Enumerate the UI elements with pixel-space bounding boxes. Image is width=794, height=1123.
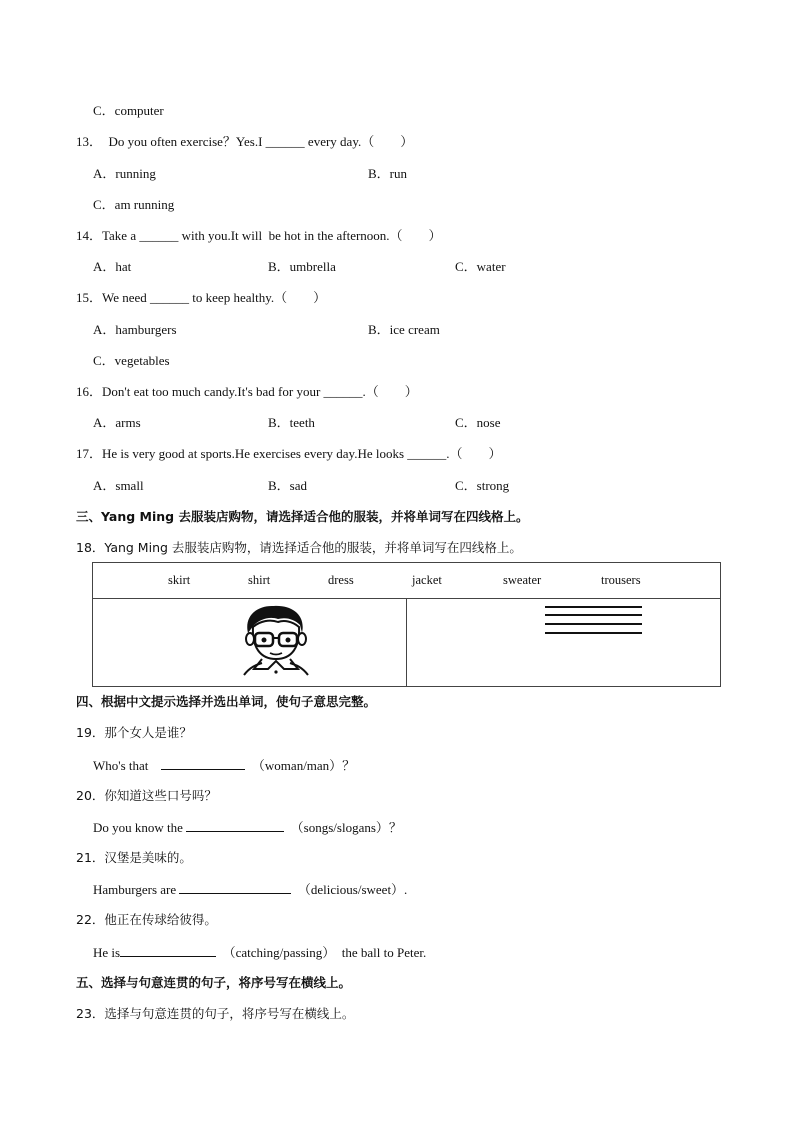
q21-sentence: [93, 881, 407, 898]
q21-chinese: 21．汉堡是美味的。: [76, 850, 192, 865]
q21-text: Hamburgers are: [93, 882, 177, 897]
section-5-title: 五、选择与句意连贯的句子，将序号写在横线上。: [76, 975, 352, 990]
q12-option-c: C．computer: [93, 103, 164, 118]
q20-options: （songs/slogans）？: [290, 820, 402, 835]
q22-sentence: [93, 944, 426, 961]
word-skirt: skirt: [168, 573, 191, 587]
word-dress: dress: [328, 573, 354, 587]
q22-options: （catching/passing） the ball to Peter.: [222, 945, 427, 960]
q22-chinese: 22．他正在传球给彼得。: [76, 912, 217, 927]
q21-blank[interactable]: [179, 881, 291, 894]
q15-option-c: C．vegetables: [93, 353, 170, 368]
four-line-grid-line-2: [545, 614, 642, 616]
q15-option-a: A．hamburgers: [93, 322, 177, 337]
q19-options: （woman/man）？: [251, 758, 356, 773]
four-line-grid-line-3: [545, 623, 642, 625]
q21-options: （delicious/sweet）.: [297, 882, 408, 897]
q13-option-a: A．running: [93, 166, 156, 181]
q16-option-c: C．nose: [455, 415, 501, 430]
word-jacket: jacket: [412, 573, 442, 587]
q13-option-b: B．run: [368, 166, 408, 181]
q14-option-c: C．water: [455, 259, 506, 274]
q19-chinese: 19．那个女人是谁？: [76, 725, 192, 740]
q17-option-b: B．sad: [268, 478, 308, 493]
q19-blank[interactable]: [161, 757, 245, 770]
section-4-title: 四、根据中文提示选择并选出单词，使句子意思完整。: [76, 694, 377, 709]
q17-stem: 17．He is very good at sports.He exercises every day.He looks ______.（ ）: [76, 446, 502, 461]
q14-option-b: B．umbrella: [268, 259, 336, 274]
q18-stem: 18．Yang Ming 去服装店购物，请选择适合他的服装，并将单词写在四线格上。: [76, 540, 522, 555]
four-line-grid-line-4: [545, 632, 642, 634]
q19-sentence: [93, 757, 355, 774]
q13-stem: 13． Do you often exercise？Yes.I ______ every day.（ ）: [76, 134, 414, 149]
section-3-title: 三、Yang Ming 去服装店购物，请选择适合他的服装，并将单词写在四线格上。: [76, 509, 529, 524]
q17-option-a: A．small: [93, 478, 144, 493]
word-sweater: sweater: [503, 573, 542, 587]
q14-option-a: A．hat: [93, 259, 132, 274]
q16-stem: 16．Don't eat too much candy.It's bad for your ______.（ ）: [76, 384, 418, 399]
q20-text: Do you know the: [93, 820, 183, 835]
q23-chinese: 23．选择与句意连贯的句子，将序号写在横线上。: [76, 1006, 355, 1021]
boy-illustration: [240, 603, 312, 677]
q14-stem: 14．Take a ______ with you.It will be hot in the afternoon.（ ）: [76, 228, 442, 243]
word-shirt: shirt: [248, 573, 271, 587]
q15-option-b: B．ice cream: [368, 322, 440, 337]
q20-chinese: 20．你知道这些口号吗？: [76, 788, 217, 803]
writing-cell[interactable]: [407, 599, 721, 687]
q15-stem: 15．We need ______ to keep healthy.（ ）: [76, 290, 327, 305]
q17-option-c: C．strong: [455, 478, 510, 493]
q13-option-c: C．am running: [93, 197, 175, 212]
q22-blank[interactable]: [120, 944, 216, 957]
q20-sentence: [93, 819, 402, 836]
q16-option-b: B．teeth: [268, 415, 315, 430]
q19-text: Who's that: [93, 758, 149, 773]
four-line-grid-line-1: [545, 606, 642, 608]
q22-text: He is: [93, 945, 121, 960]
word-bank: [93, 563, 720, 598]
q20-blank[interactable]: [186, 819, 284, 832]
q16-option-a: A．arms: [93, 415, 141, 430]
word-trousers: trousers: [601, 573, 641, 587]
